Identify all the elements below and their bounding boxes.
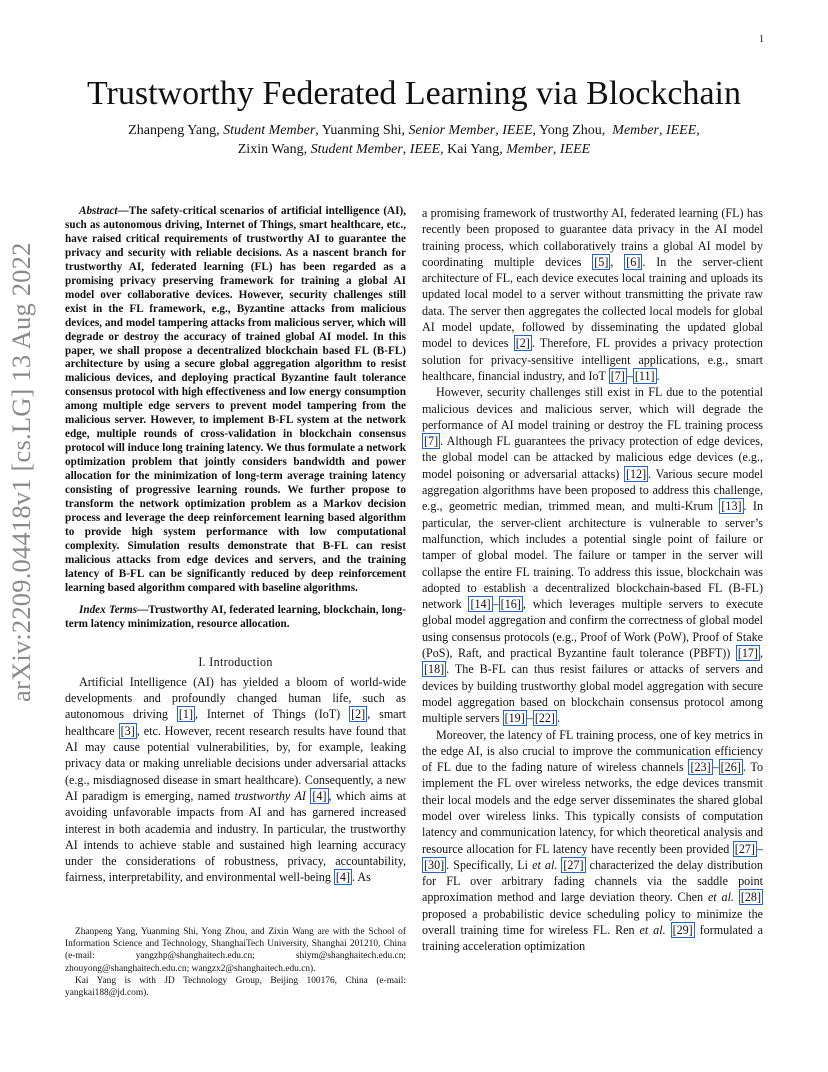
citation-link[interactable]: [4] [335,870,350,885]
citation-link[interactable]: [1] [178,707,193,722]
citation-link[interactable]: [4] [312,788,327,803]
citation-link[interactable]: [2] [515,336,530,351]
author-line-1: Zhanpeng Yang, Student Member, Yuanming Shi, Senior Member, IEEE, Yong Zhou, Member, IEEE, [128,123,700,138]
intro-paragraph-1-continued: a promising framework of trustworthy AI, federated learning (FL) has recently been proposed to guarantee data privacy in the AI model training process, which collaboratively trains a global AI model by coordinating multiple devices [5] , [6] . In the server-client architecture of FL, each device executes local training and uploads its updated local model to a server without transmitting the private raw data. The server then aggregates the collected local models for global AI model update, followed by disseminating the updated global model to devices [2] . Therefore, FL provides a privacy protection solution for privacy-sensitive intelligent applications, e.g., smart healthcare, financial industry, and IoT [7] – [11] . [422,206,763,383]
citation-link[interactable]: [2] [351,707,366,722]
citation-link[interactable]: [7] [610,368,625,383]
citation-link[interactable]: [23] [690,760,711,775]
citation-link[interactable]: [6] [626,254,641,269]
index-terms-text: Trustworthy AI, federated learning, blockchain, long-term latency minimization, resource allocation. [65,603,406,630]
citation-link[interactable]: [7] [424,434,439,449]
citation-link[interactable]: [30] [424,857,445,872]
citation-link[interactable]: [27] [563,857,584,872]
footnotes [65,926,406,999]
citation-link[interactable]: [28] [740,890,761,905]
index-terms: Index Terms—Trustworthy AI, federated learning, blockchain, long-term latency minimization, resource allocation. [65,603,406,630]
citation-link[interactable]: [22] [534,711,555,726]
citation-link[interactable]: [18] [424,662,445,677]
paper-title: Trustworthy Federated Learning via Blockchain [86,75,742,112]
intro-paragraph-3: Moreover, the latency of FL training process, one of key metrics in the edge AI, is also crucial to improve the communication efficiency of FL due to the fading nature of wireless channels [23] – [26] . To implement the FL over wireless networks, the edge devices transmit their local models and the edge server disseminates the shared global model over wireless links. This typically consists of computation latency and communication latency, for which theoretical analysis and resource allocation for FL latency have recently been provided [27] –[30] . Specifically, Li et al. [27] characterized the delay distribution for FL over arbitrary fading channels via the saddle point approximation method and large deviation theory. Chen et al. [28] proposed a probabilistic device scheduling policy to minimize the overall training time for wireless FL. Ren et al. [29] formulated a training acceleration optimization [422,727,764,954]
intro-paragraph-2: However, security challenges still exist in FL due to the potential malicious devices and malicious server, which will degrade the performance of AI model training or destroy the FL training process [7] . Although FL guarantees the privacy protection of edge devices, the global model can be attacked by malicious edge devices (e.g., model poisoning or adversarial attacks) [12] . Various secure model aggregation algorithms have been proposed to address this challenge, e.g., geometric median, trimmed mean, and multi-Krum [13] . In particular, the server-client architecture is vulnerable to server’s malfunction, which includes a potential single point of failure or tamper of global model. The failure or tamper in the server will collapse the entire FL training. To address this issue, blockchain was adopted to establish a decentralized blockchain-based FL (B-FL) network [14] – [16] , which leverages multiple servers to execute global model aggregation and confirm the correctness of global model using consensus protocols (e.g., Proof of Work (PoW), Proof of Stake (PoS), Raft, and practical Byzantine fault tolerance (PBFT)) [17] , [18] . The B-FL can thus resist failures or attacks of servers and devices by building trustworthy global model aggregation with secure model aggregation based on blockchain consensus protocol among multiple servers [19] – [22] . [422,385,764,726]
left-column [65,205,406,886]
citation-link[interactable]: [11] [634,368,655,383]
citation-link[interactable]: [29] [672,923,693,938]
citation-link[interactable]: [5] [594,254,609,269]
right-column [422,205,763,955]
abstract-label: Abstract [79,205,118,217]
citation-link[interactable]: [17] [737,646,758,661]
abstract-text: The safety-critical scenarios of artificial intelligence (AI), such as autonomous driving, Internet of Things, smart healthcare, etc., have raised critical requirements of trustworthy AI to guarantee the privacy and security with reliable decisions. As a nascent branch for trustworthy AI, federated learning (FL) has been regarded as a promising privacy preserving framework for training a global AI model over collaborative devices. However, security challenges still exist in the FL framework, e.g., Byzantine attacks from malicious devices, and model tampering attacks from malicious server, which will degrade or destroy the accuracy of trained global AI model. In this paper, we shall propose a decentralized blockchain based FL (B-FL) architecture by using a secure global aggregation algorithm to resist malicious devices, and deploying practical Byzantine fault tolerance consensus protocol with high effectiveness and low energy consumption among multiple edge servers to prevent model tampering from the malicious server. However, to implement B-FL system at the network edge, multiple rounds of cross-validation in blockchain consensus protocol will induce long training latency. We thus formulate a network optimization problem that jointly considers bandwidth and power allocation for the minimization of long-term average training latency consisting of progressive learning rounds. We further propose to transform the network optimization problem as a Markov decision process and leverage the deep reinforcement learning based algorithm to provide high system performance with low computational complexity. Simulation results demonstrate that B-FL can resist malicious attacks from edge devices and servers, and the training latency of B-FL can be significantly reduced by deep reinforcement learning based algorithm compared with baseline algorithms. [65,205,406,594]
abstract: Abstract—The safety-critical scenarios of artificial intelligence (AI), such as autonomous driving, Internet of Things, smart healthcare, etc., have raised critical requirements of trustworthy AI to guarantee the privacy and security with reliable decisions. As a nascent branch for trustworthy AI, federated learning (FL) has been regarded as a promising privacy preserving framework for training a global AI model over collaborative devices. However, security challenges still exist in the FL framework, e.g., Byzantine attacks from malicious devices, and model tampering attacks from malicious server, which will degrade or destroy the accuracy of trained global AI model. In this paper, we shall propose a decentralized blockchain based FL (B-FL) architecture by using a secure global aggregation algorithm to resist malicious devices, and deploying practical Byzantine fault tolerance consensus protocol with high effectiveness and low energy consumption among multiple edge servers to prevent model tampering from the malicious server. However, to implement B-FL system at the network edge, multiple rounds of cross-validation in blockchain consensus protocol will induce long training latency. We thus formulate a network optimization problem that jointly considers bandwidth and power allocation for the minimization of long-term average training latency consisting of progressive learning rounds. We further propose to transform the network optimization problem as a Markov decision process and leverage the deep reinforcement learning based algorithm to provide high system performance with low computational complexity. Simulation results demonstrate that B-FL can resist malicious attacks from edge devices and servers, and the training latency of B-FL can be significantly reduced by deep reinforcement learning based algorithm compared with baseline algorithms. [65,205,406,594]
author-list [0,121,828,159]
citation-link[interactable]: [3] [120,723,135,738]
citation-link[interactable]: [19] [504,711,525,726]
author-line-2: Zixin Wang, Student Member, IEEE, Kai Yang, Member, IEEE [237,142,591,157]
citation-link[interactable]: [26] [720,760,741,775]
citation-link[interactable]: [27] [734,841,755,856]
intro-paragraph-1: Artificial Intelligence (AI) has yielded a bloom of world-wide developments and profoundly changed human life, such as autonomous driving [1] , Internet of Things (IoT) [2] , smart healthcare [3] , etc. However, recent research results have found that AI may cause potential vulnerabilities, by, for example, leaking privacy data or making unreliable decisions under adversarial attacks (e.g., misdiagnosed disease in smart healthcare). Consequently, a new AI paradigm is emerging, named trustworthy AI [4] , which aims at avoiding unfavorable impacts from AI and has garnered increased interest in both academia and industry. In particular, the trustworthy AI intends to achieve stable and sustained high learning accuracy under the considerations of robustness, privacy, accountability, fairness, interpretability, and environmental well-being [4] . As [65,674,407,885]
footnote-kai-yang: Kai Yang is with JD Technology Group, Beijing 100176, China (e-mail: yangkai188@jd.com). [65,975,406,999]
citation-link[interactable]: [13] [721,499,742,514]
section-heading-introduction: I. Introduction [198,654,273,669]
index-terms-label: Index Terms [79,603,138,616]
footnote-affiliations: Zhanpeng Yang, Yuanming Shi, Yong Zhou, and Zixin Wang are with the School of Information Science and Technology, ShanghaiTech University, Shanghai 201210, China (e-mail: yangzhp@shanghaitech.edu.cn; shiym@shanghaitech.edu.cn; zhouyong@shanghaitech.edu.cn; wangzx2@shanghaitech.edu.cn). [65,927,406,974]
citation-link[interactable]: [12] [625,466,647,481]
citation-link[interactable]: [14] [470,597,491,612]
citation-link[interactable]: [16] [500,597,521,612]
page-number: 1 [759,34,764,45]
arxiv-identifier: arXiv:2209.04418v1 [cs.LG] 13 Aug 2022 [6,242,36,702]
